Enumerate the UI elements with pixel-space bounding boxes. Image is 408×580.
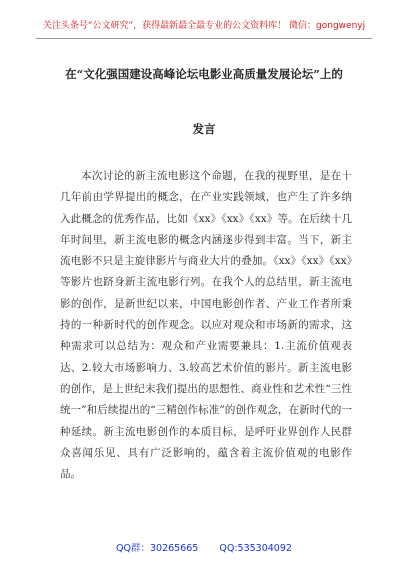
document-subtitle: 发言 [192,122,216,136]
body-paragraph: 本次讨论的新主流电影这个命题，在我的视野里，是在十几年前由学界提出的概念，在产业实践领域，也产生了许多纳入此概念的优秀作品，比如《xx》《xx》《xx》等。在后续十几年时间里，新主流电影的概念内涵逐步得到丰富。当下，新主流电影不只是主旋律影片与商业大片的叠加。《xx》《xx》《xx》等影片也跻身新主流电影行列。在我个人的总结里，新主流电影的创作，是新世纪以来，中国电影创作者、产业工作者所秉持的一种新时代的创作观念。以应对观众和市场新的需求，这种需求可以总结为：观众和产业需要兼具：1.主流价值观表达、2.较大市场影响力、3.较高艺术价值的影片。新主流电影的创作，是上世纪末我们提出的思想性、商业性和艺术性“三性统一”和后续提出的“三精创作标准”的创作观念，在新时代的一种延续。新主流电影创作的本质目标，是呼吁业界创作人民群众喜闻乐见、具有广泛影响的，蕴含着主流价值观的电影作品。 [60,170,352,481]
footer-qq-contact: QQ:535304092 [219,543,292,554]
header-text: 关注头条号“公文研究”，获得最新最全最专业的公文资料库！ 微信：gongwenyj [42,21,366,31]
document-body [60,166,352,485]
document-title: 在“文化强国建设高峰论坛电影业高质量发展论坛”上的 [65,67,343,81]
page-header [36,14,372,39]
footer-qq-group: QQ群：30265665 [116,543,199,554]
page-footer [0,540,408,554]
